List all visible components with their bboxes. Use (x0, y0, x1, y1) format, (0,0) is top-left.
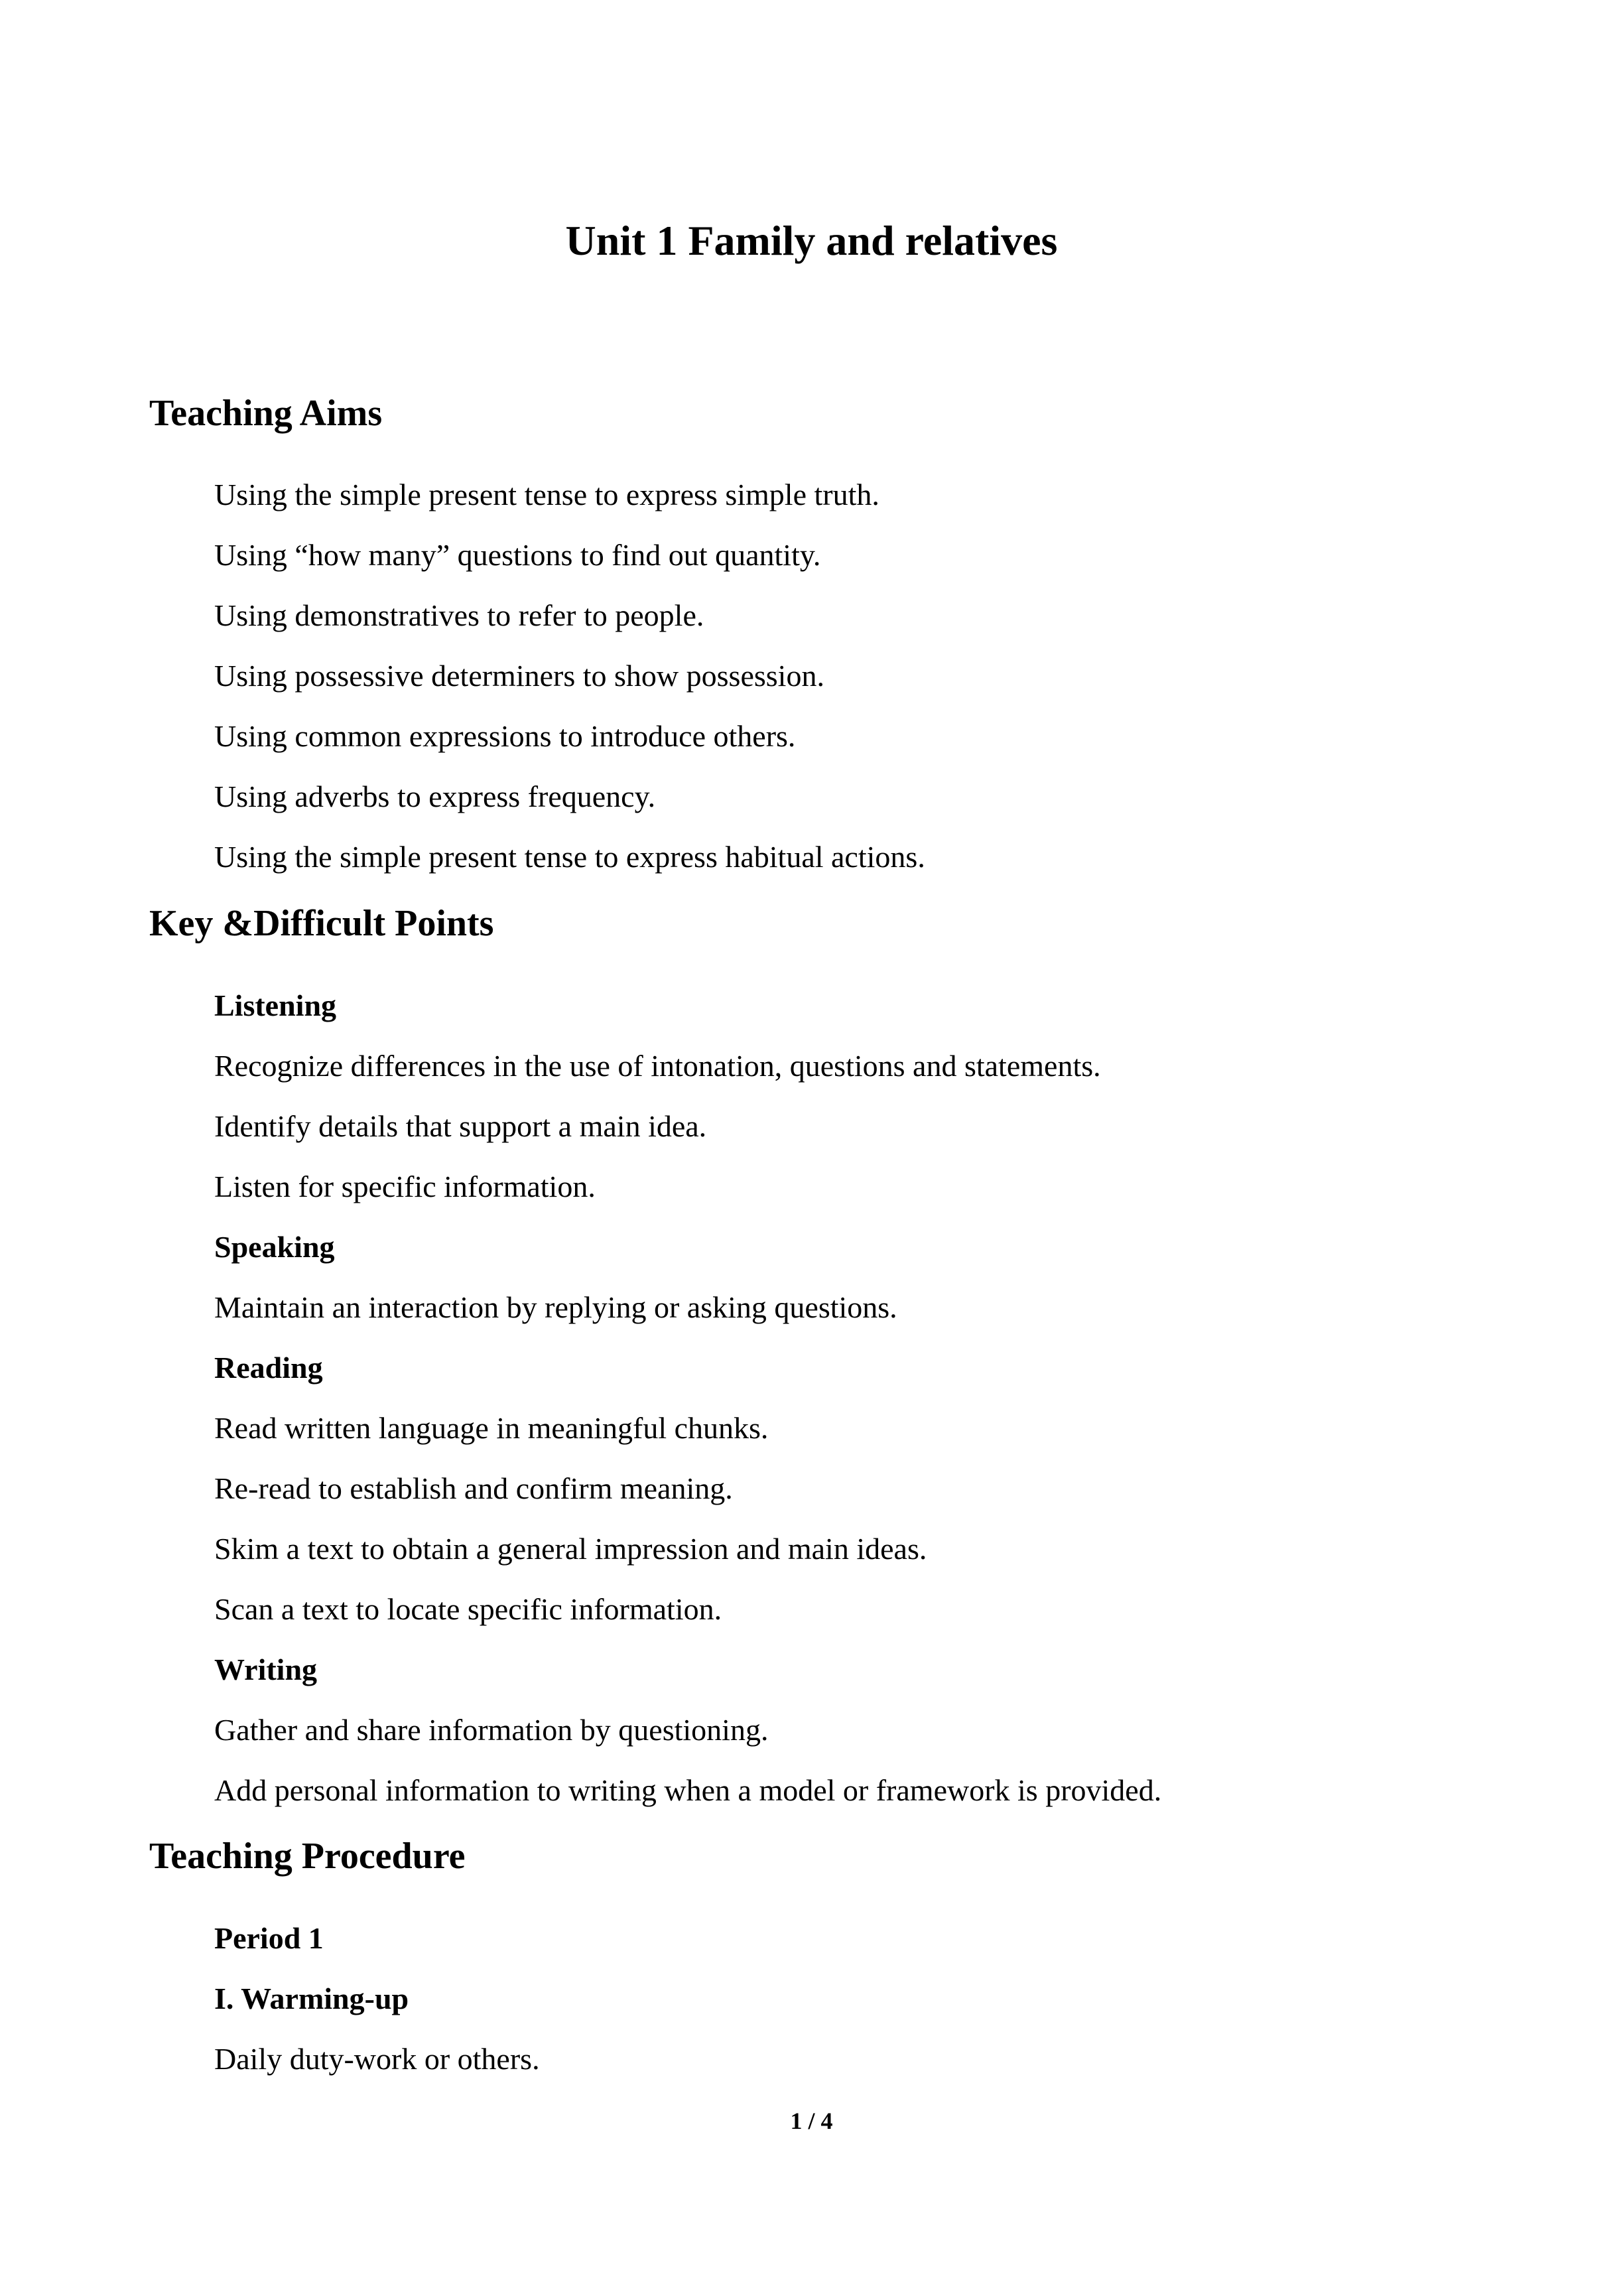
heading-teaching-aims: Teaching Aims (149, 393, 383, 434)
reading-item: Re-read to establish and confirm meaning. (214, 1471, 733, 1505)
procedure-text: Daily duty-work or others. (214, 2042, 540, 2076)
aim-item: Using “how many” questions to find out quantity. (214, 538, 821, 572)
speaking-item: Maintain an interaction by replying or asking questions. (214, 1290, 897, 1324)
writing-item: Gather and share information by questioning. (214, 1713, 769, 1747)
aim-item: Using the simple present tense to express habitual actions. (214, 840, 925, 874)
subheading-writing: Writing (214, 1653, 318, 1686)
aim-item: Using common expressions to introduce others. (214, 719, 796, 753)
aim-item: Using possessive determiners to show possession. (214, 659, 824, 693)
listening-item: Listen for specific information. (214, 1170, 596, 1203)
listening-item: Identify details that support a main idea. (214, 1109, 707, 1143)
period-label: Period 1 (214, 1921, 324, 1955)
page-title: Unit 1 Family and relatives (565, 217, 1058, 264)
listening-item: Recognize differences in the use of intonation, questions and statements. (214, 1049, 1101, 1083)
writing-item: Add personal information to writing when a model or framework is provided. (214, 1773, 1162, 1807)
subheading-reading: Reading (214, 1351, 323, 1384)
reading-item: Scan a text to locate specific information. (214, 1592, 722, 1626)
aim-item: Using adverbs to express frequency. (214, 779, 656, 813)
page-number: 1 / 4 (790, 2108, 833, 2134)
heading-teaching-procedure: Teaching Procedure (149, 1836, 466, 1877)
subheading-speaking: Speaking (214, 1230, 335, 1264)
reading-item: Skim a text to obtain a general impression and main ideas. (214, 1532, 927, 1566)
heading-key-points: Key &Difficult Points (149, 903, 494, 944)
aim-item: Using demonstratives to refer to people. (214, 598, 704, 632)
aim-item: Using the simple present tense to express simple truth. (214, 478, 879, 511)
section-warming-up: I. Warming-up (214, 1982, 409, 2015)
reading-item: Read written language in meaningful chunks. (214, 1411, 769, 1445)
subheading-listening: Listening (214, 988, 337, 1022)
